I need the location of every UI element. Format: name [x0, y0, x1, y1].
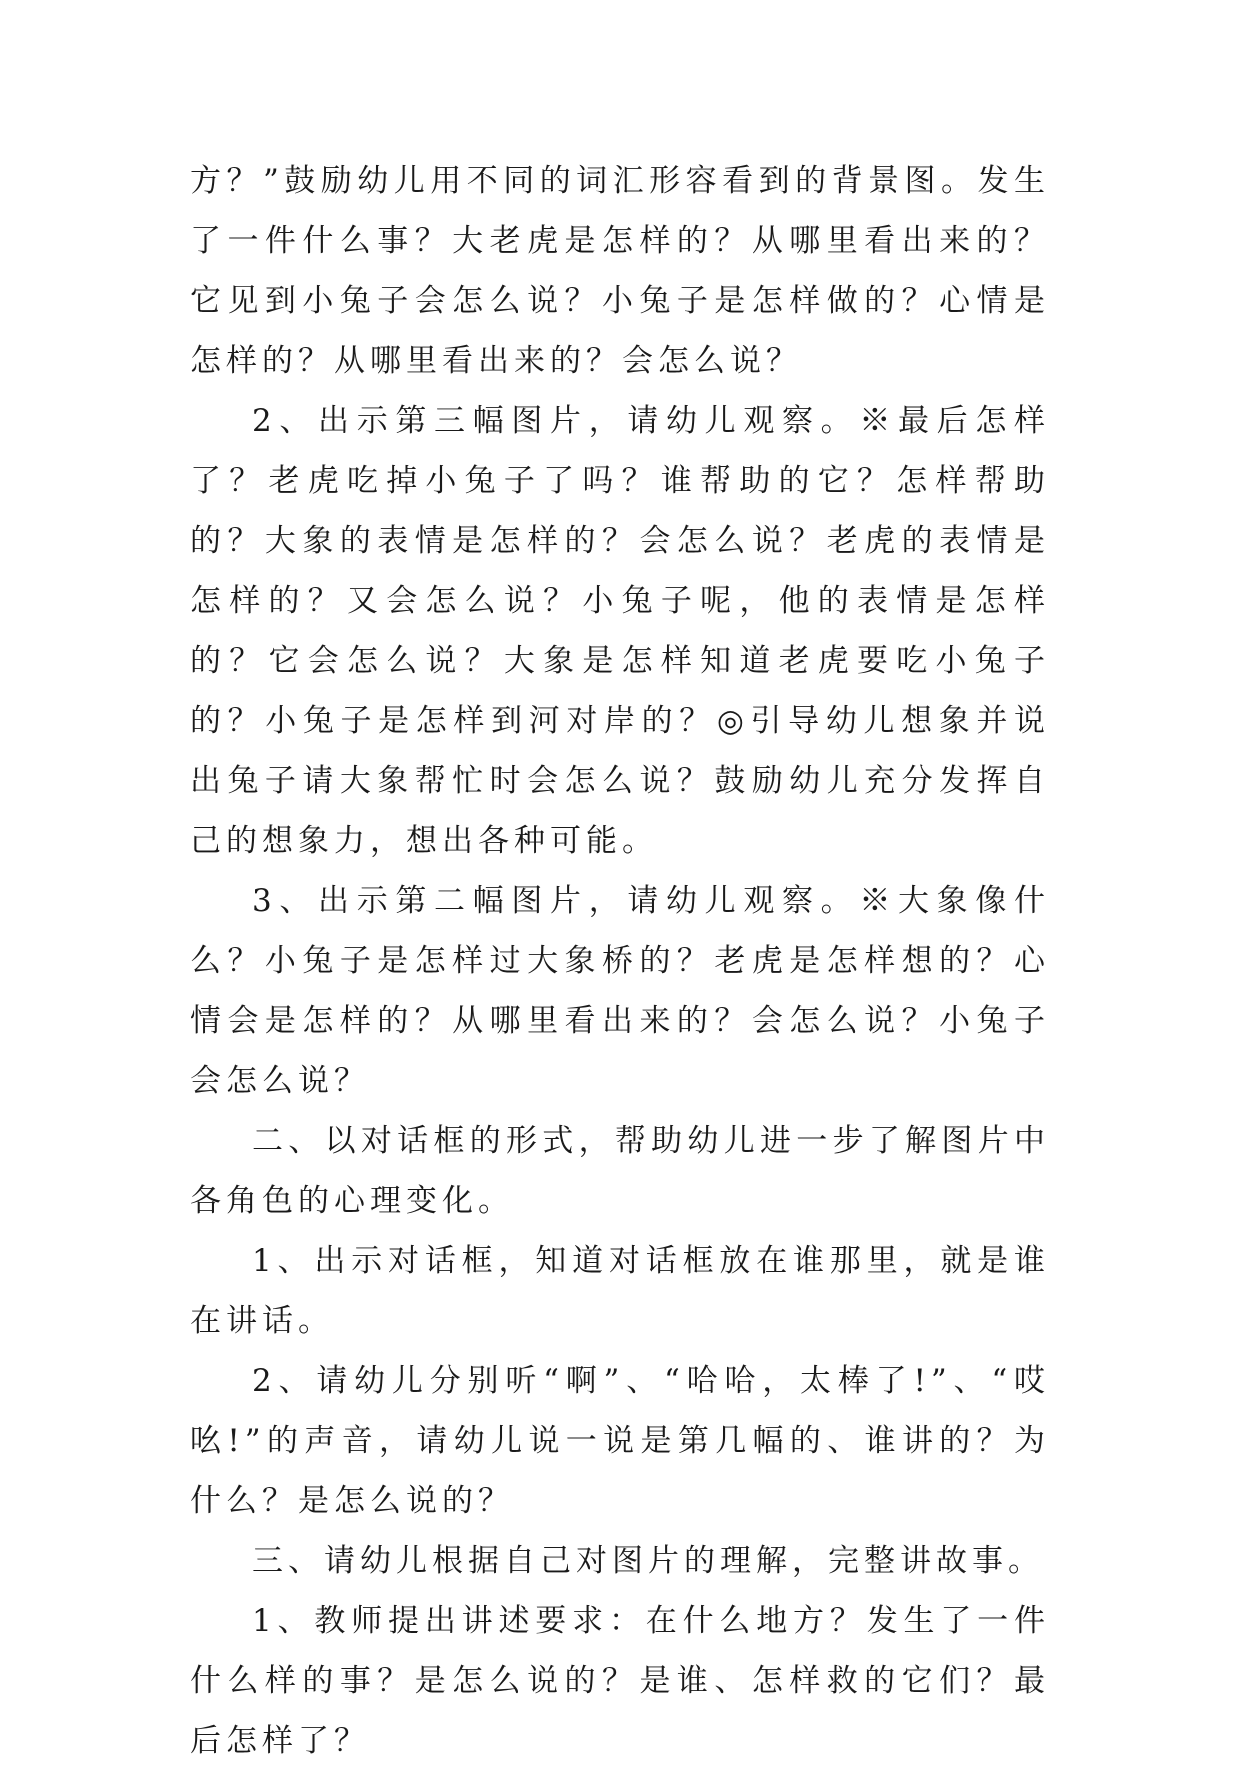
paragraph-7: 三、请幼儿根据自己对图片的理解，完整讲故事。 — [252, 1543, 1044, 1579]
document-body — [190, 151, 1050, 1771]
paragraph-4: 二、以对话框的形式，帮助幼儿进一步了解图片中各角色的心理变化。 — [190, 1123, 1050, 1219]
paragraph-6: 2、请幼儿分别听“啊”、“哈哈，太棒了!”、“哎吆!”的声音，请幼儿说一说是第几幅的、谁讲的？为什么？是怎么说的？ — [190, 1363, 1050, 1519]
paragraph-2: 2、出示第三幅图片，请幼儿观察。※最后怎样了？老虎吃掉小兔子了吗？谁帮助的它？怎样帮助的？大象的表情是怎样的？会怎么说？老虎的表情是怎样的？又会怎么说？小兔子呢，他的表情是怎样的？它会怎么说？大象是怎样知道老虎要吃小兔子的？小兔子是怎样到河对岸的？◎引导幼儿想象并说出兔子请大象帮忙时会怎么说？鼓励幼儿充分发挥自己的想象力，想出各种可能。 — [190, 403, 1050, 859]
paragraph-8: 1、教师提出讲述要求：在什么地方？发生了一件什么样的事？是怎么说的？是谁、怎样救的它们？最后怎样了？ — [190, 1603, 1050, 1759]
paragraph-3: 3、出示第二幅图片，请幼儿观察。※大象像什么？小兔子是怎样过大象桥的？老虎是怎样想的？心情会是怎样的？从哪里看出来的？会怎么说？小兔子会怎么说？ — [190, 883, 1050, 1099]
paragraph-5: 1、出示对话框，知道对话框放在谁那里，就是谁在讲话。 — [190, 1243, 1050, 1339]
paragraph-1: 方？”鼓励幼儿用不同的词汇形容看到的背景图。发生了一件什么事？大老虎是怎样的？从哪里看出来的？它见到小兔子会怎么说？小兔子是怎样做的？心情是怎样的？从哪里看出来的？会怎么说？ — [190, 163, 1050, 379]
